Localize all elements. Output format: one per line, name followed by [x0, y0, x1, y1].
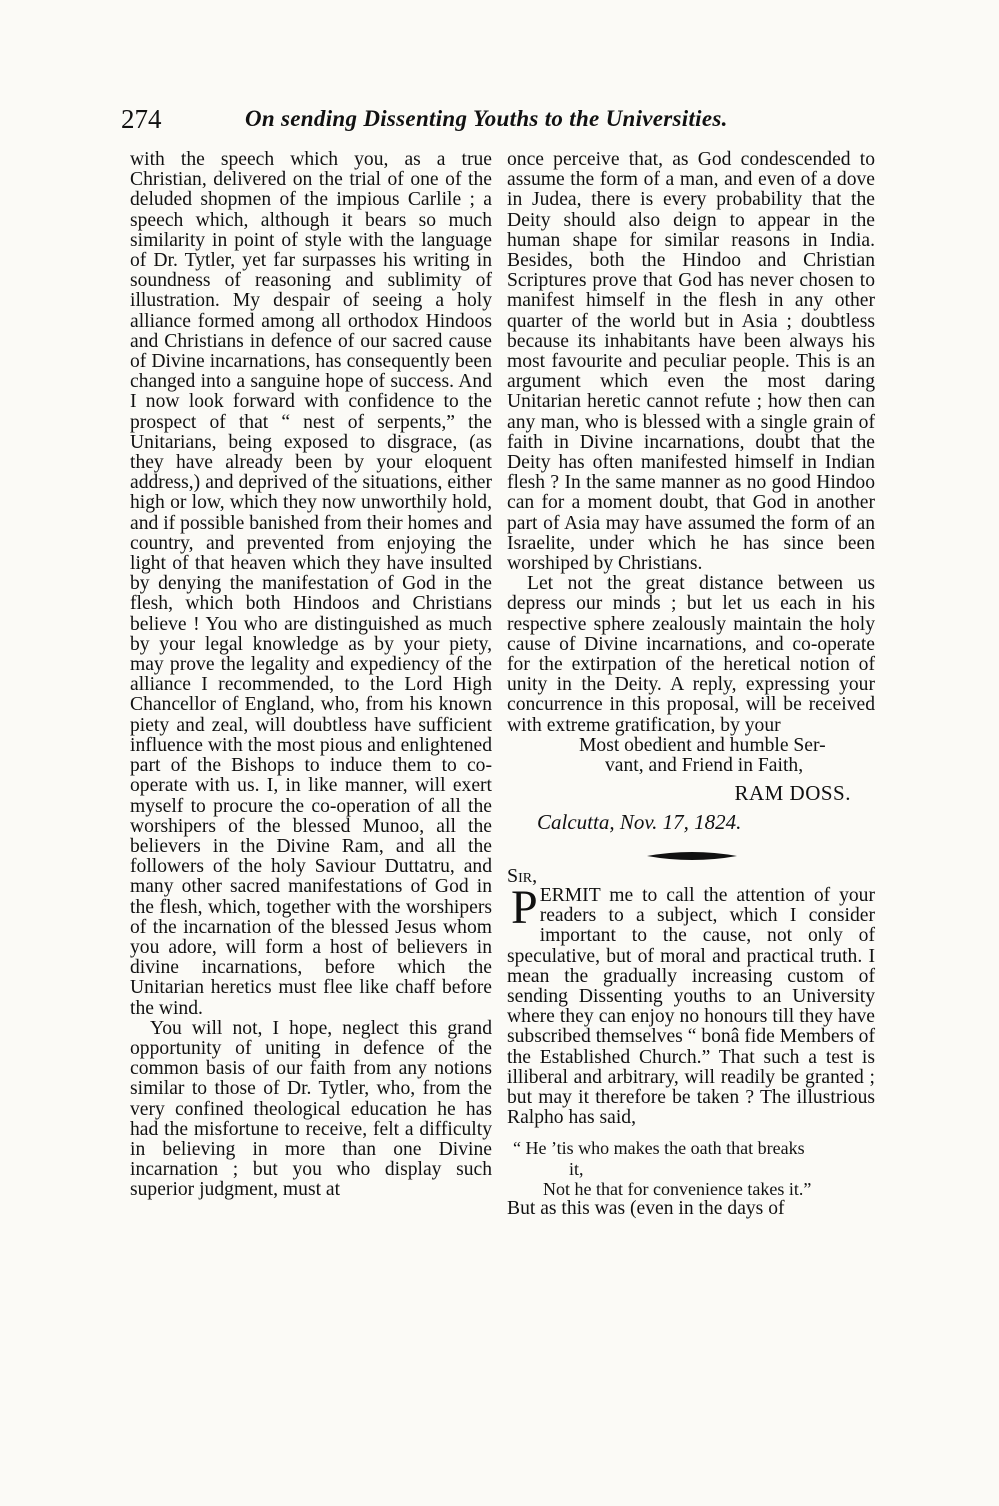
left-paragraph-2: You will not, I hope, neglect this grand opportunity of uniting in defence of the common basis of our faith from any notions similar to those of Dr. Tytler, who, from the very confined theological education he has had the misfortune to receive, felt a difficulty in believing in more than one Divine incarnation ; but you who display such superior judgment, must at	[130, 1017, 492, 1201]
dateline: Calcutta, Nov. 17, 1824.	[537, 809, 742, 834]
section-divider	[507, 846, 875, 866]
quote-line-1: “ He ’tis who makes the oath that breaks	[513, 1138, 805, 1159]
closing-line-2: vant, and Friend in Faith,	[605, 755, 804, 777]
page-number: 274	[121, 104, 162, 134]
page-header	[115, 104, 885, 144]
quote-line-2: it,	[569, 1158, 584, 1179]
quote-line-3: Not he that for convenience takes it.”	[543, 1178, 812, 1199]
signature: RAM DOSS.	[734, 781, 851, 806]
left-paragraph-1: with the speech which you, as a true Christian, delivered on the trial of one of the deluded shopmen of the impious Carlile ; a speech which, although it bears so much similarity in point of style with the language of Dr. Tytler, yet far surpasses his writing in soundness of reasoning and sublimity of illustration. My despair of seeing a holy alliance formed among all orthodox Hindoos and Christians in defence of our sacred cause of Divine incarnations, has consequently been changed into a sanguine hope of success. And I now look forward with confidence to the prospect of that “ nest of serpents,” the Unitarians, being exposed to disgrace, (as they have already been by your eloquent address,) and deprived of the situations, either high or low, which they now unworthily hold, and if possible banished from their homes and country, and prevented from enjoying the light of that heaven which they have insulted by denying the manifestation of God in the flesh, which both Hindoos and Christians believe ! You who are distinguished as much by your legal knowledge as by your piety, may prove the legality and expediency of the alliance I recommended, to the Lord High Chancellor of England, who, from his known piety and zeal, will doubtless have sufficient influence with the most pious and enlightened part of the Bishops to induce them to co-operate with us. I, in like manner, will exert myself to procure the co-operation of all the worshipers of the blessed Munoo, all the believers in the Divine Ram, and all the followers of the holy Saviour Duttatru, and many other sacred manifestations of God in the flesh, which, together with the worshipers of the incarnation of the blessed Jesus whom you adore, will form a host of believers in divine incarnations, before which the Unitarian heretics must flee like chaff before the wind.	[130, 149, 492, 1019]
drop-cap: P	[511, 880, 538, 934]
salutation: Sir,	[507, 864, 538, 887]
divider-ornament-icon	[647, 849, 737, 863]
left-column	[130, 150, 492, 1201]
last-line: But as this was (even in the days of	[507, 1197, 785, 1219]
right-column	[507, 150, 875, 1219]
right-paragraph-1: once perceive that, as God condescended to assume the form of a man, and even of a dove in Judea, there is every probability that the Deity should also deign to appear in the human shape for similar reasons in India. Besides, both the Hindoo and Christian Scriptures prove that God has never chosen to manifest himself in the flesh in any other quarter of the world but in Asia ; doubtless because its inhabitants have been always his most favourite and peculiar people. This is an argument which even the most daring Unitarian heretic cannot refute ; how then can any man, who is blessed with a single grain of faith in Divine incarnations, doubt that the Deity has often manifested himself in Indian flesh ? In the same manner as no good Hindoo can for a moment doubt, that God in another part of Asia may have assumed the form of an Israelite, under which he has since been worshiped by Christians.	[507, 149, 875, 575]
verse-quote	[507, 1138, 875, 1199]
letter-opening	[507, 880, 875, 1129]
right-paragraph-2: Let not the great distance between us depress our minds ; but let us each in his respective sphere zealously maintain the holy cause of Divine incarnations, and co-operate for the extirpation of the heretical notion of unity in the Deity. A reply, expressing your concurrence in this proposal, will be received with extreme gratification, by your	[507, 573, 875, 736]
letter-paragraph-1: ERMIT me to call the attention of your readers to a subject, which I consider important to the cause, not only of speculative, but of moral and practical truth. I mean the gradually increasing custom of sending Dissenting youths to an University where they can enjoy no honours till they have subscribed themselves “ bonâ fide Members of the Established Church.” That such a test is illiberal and arbitrary, will readily be granted ; but may it therefore be taken ? The illustrious Ralpho has said,	[507, 884, 875, 1129]
closing-line-1: Most obedient and humble Ser-	[579, 734, 826, 756]
running-title: On sending Dissenting Youths to the Universities.	[245, 106, 728, 131]
